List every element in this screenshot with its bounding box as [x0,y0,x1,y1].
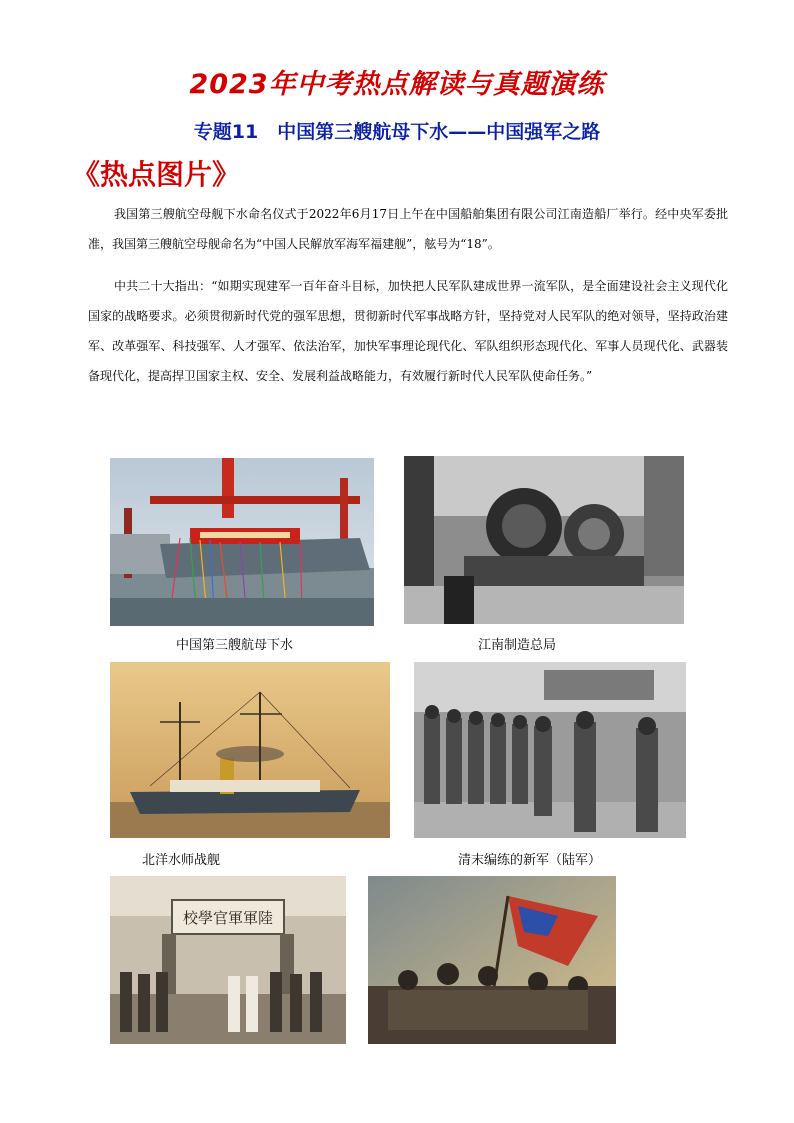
new-army-caption: 清末编练的新军（陆军） [458,853,602,868]
page-title: 2023年中考热点解读与真题演练 [189,69,605,100]
beiyang-warship-photo [110,662,390,838]
academy-sign-text: 校學官軍軍陸 [182,909,274,927]
carrier-launch-photo [110,458,374,626]
paragraph-carrier-launch: 我国第三艘航空母舰下水命名仪式于2022年6月17日上午在中国船舶集团有限公司江南造船厂举行。经中央军委批准，我国第三艘航空母舰命名为“中国人民解放军海军福建舰”，舷号为“18”。 [88,207,728,251]
military-academy-photo [110,876,346,1044]
page-subtitle: 专题11 中国第三艘航母下水——中国强军之路 [193,121,601,143]
jiangnan-arsenal-caption: 江南制造总局 [478,638,557,653]
battle-painting-photo [368,876,616,1044]
beiyang-warship-caption: 北洋水师战舰 [142,853,221,868]
jiangnan-arsenal-photo [404,456,684,624]
paragraph-party-congress: 中共二十大指出：“如期实现建军一百年奋斗目标，加快把人民军队建成世界一流军队，是全面建设社会主义现代化国家的战略要求。必须贯彻新时代党的强军思想，贯彻新时代军事战略方针，坚持党对人民军队的绝对领导，坚持政治建军、改革强军、科技强军、人才强军、依法治军，加快军事理论现代化、军队组织形态现代化、军事人员现代化、武器装备现代化，提高捍卫国家主权、安全、发展利益战略能力，有效履行新时代人民军队使命任务。” [88,279,728,383]
section-heading: 《热点图片》 [72,158,241,191]
new-army-photo [414,662,686,838]
carrier-launch-caption: 中国第三艘航母下水 [176,638,294,653]
